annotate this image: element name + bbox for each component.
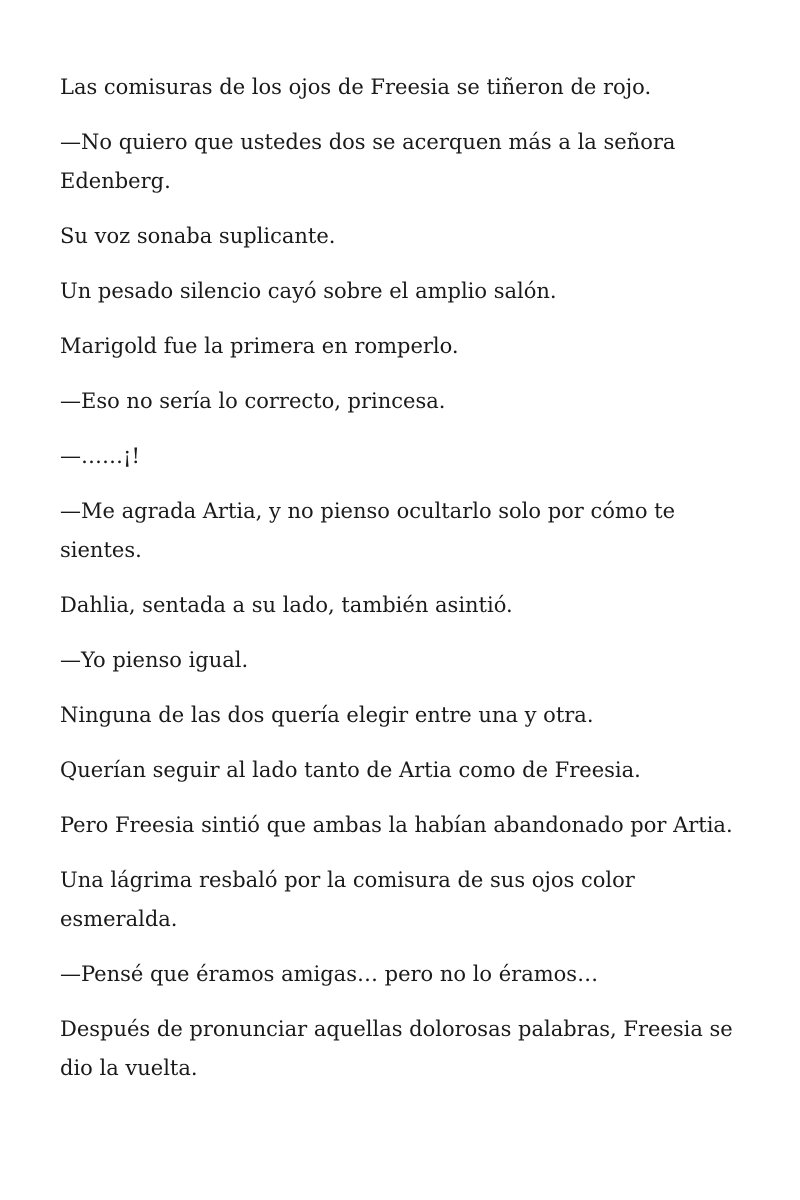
paragraph: —No quiero que ustedes dos se acerquen más a la señora Edenberg. bbox=[60, 130, 676, 193]
paragraph: —……¡! bbox=[60, 444, 140, 468]
paragraph: Después de pronunciar aquellas dolorosas palabras, Freesia se dio la vuelta. bbox=[60, 1017, 733, 1080]
paragraph: Marigold fue la primera en romperlo. bbox=[60, 334, 459, 358]
paragraph: Querían seguir al lado tanto de Artia como de Freesia. bbox=[60, 758, 641, 782]
paragraph: Su voz sonaba suplicante. bbox=[60, 224, 336, 248]
paragraph: Dahlia, sentada a su lado, también asintió. bbox=[60, 593, 513, 617]
paragraph: Pero Freesia sintió que ambas la habían abandonado por Artia. bbox=[60, 813, 733, 837]
paragraph: —Me agrada Artia, y no pienso ocultarlo solo por cómo te sientes. bbox=[60, 499, 676, 562]
paragraph: —Pensé que éramos amigas… pero no lo éramos… bbox=[60, 962, 599, 986]
document-body bbox=[60, 68, 750, 1104]
paragraph: Ninguna de las dos quería elegir entre una y otra. bbox=[60, 703, 594, 727]
paragraph: —Yo pienso igual. bbox=[60, 648, 249, 672]
paragraph: Una lágrima resbaló por la comisura de sus ojos color esmeralda. bbox=[60, 868, 635, 931]
paragraph: Un pesado silencio cayó sobre el amplio salón. bbox=[60, 279, 557, 303]
paragraph: —Eso no sería lo correcto, princesa. bbox=[60, 389, 446, 413]
paragraph: Las comisuras de los ojos de Freesia se tiñeron de rojo. bbox=[60, 75, 652, 99]
